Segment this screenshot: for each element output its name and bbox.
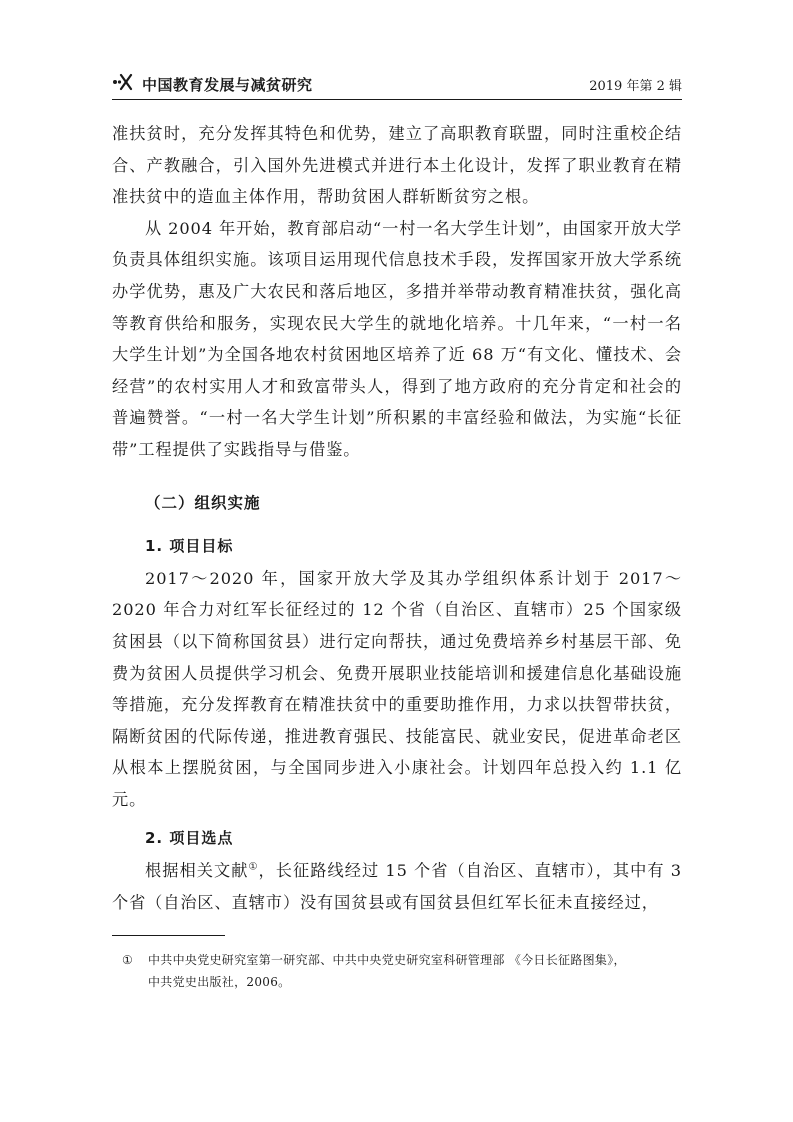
paragraph-text-end: ，长征路线经过 15 个省（自治区、直辖市），其中有 3 个省（自治区、直辖市）没有国贫县或有国贫县但红军长征未直接经过， <box>112 861 682 912</box>
footnote-line-1 <box>122 949 682 971</box>
footnote-text-2: 中共党史出版社，2006。 <box>148 975 291 989</box>
footnote-reference[interactable]: ① <box>248 861 259 873</box>
paragraph-site-selection <box>112 855 682 918</box>
paragraph-project-goal: 2017～2020 年，国家开放大学及其办学组织体系计划于 2017～2020 年合力对红军长征经过的 12 个省（自治区、直辖市）25 个国家级贫困县（以下简称国贫县）进行定向帮扶，通过免费培养乡村基层干部、免费为贫困人员提供学习机会、免费开展职业技能培训和援建信息化基础设施等措施，充分发挥教育在精准扶贫中的重要助推作用，力求以扶智带扶贫，隔断贫困的代际传递，推进教育强民、技能富民、就业安民，促进革命老区从根本上摆脱贫困，与全国同步进入小康社会。计划四年总投入约 1.1 亿元。 <box>112 568 682 809</box>
paragraph-continued: 准扶贫时，充分发挥其特色和优势，建立了高职教育联盟，同时注重校企结合、产教融合，引入国外先进模式并进行本土化设计，发挥了职业教育在精准扶贫中的造血主体作用，帮助贫困人群斩断贫穷之根。 <box>112 124 682 207</box>
subsection-heading-site-selection: 2. 项目选点 <box>145 829 234 848</box>
journal-title: 中国教育发展与减贫研究 <box>142 76 313 94</box>
journal-logo-icon <box>112 72 134 92</box>
section-heading: （二）组织实施 <box>145 493 261 512</box>
header-rule <box>112 99 682 100</box>
footnote-marker: ① <box>122 953 134 967</box>
footnote-rule <box>112 935 225 936</box>
footnote-text-1: 中共中央党史研究室第一研究部、中共中央党史研究室科研管理部 《今日长征路图集》， <box>148 953 626 967</box>
article-body <box>112 118 682 918</box>
subsection-heading-goal: 1. 项目目标 <box>145 537 234 556</box>
paragraph-one-village-plan: 从 2004 年开始，教育部启动“一村一名大学生计划”，由国家开放大学负责具体组织实施。该项目运用现代信息技术手段，发挥国家开放大学系统办学优势，惠及广大农民和落后地区，多措并举带动教育精准扶贫，强化高等教育供给和服务，实现农民大学生的就地化培养。十几年来，“一村一名大学生计划”为全国各地农村贫困地区培养了近 68 万“有文化、懂技术、会经营”的农村实用人才和致富带头人，得到了地方政府的充分肯定和社会的普遍赞誉。“一村一名大学生计划”所积累的丰富经验和做法，为实施“长征带”工程提供了实践指导与借鉴。 <box>112 218 682 459</box>
issue-label: 2019 年第 2 辑 <box>589 79 682 94</box>
footnote <box>122 949 682 993</box>
paragraph-text-start: 根据相关文献 <box>145 861 249 881</box>
running-header <box>112 68 682 98</box>
